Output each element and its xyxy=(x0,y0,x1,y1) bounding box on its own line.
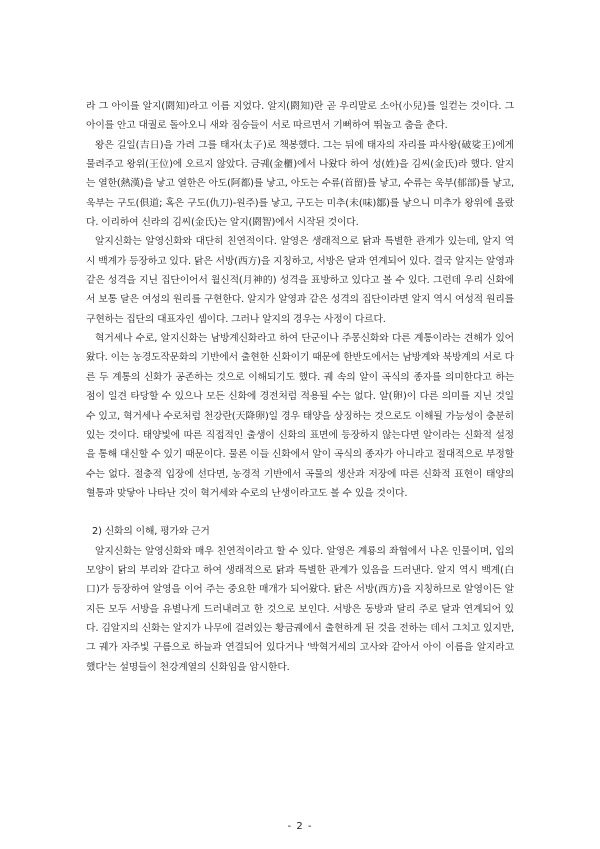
paragraph-4: 혁거세나 수로, 알지신화는 남방계신화라고 하여 단군이나 주몽신화와 다른 계통이라는 견해가 있어왔다. 이는 농경도작문화의 기반에서 출현한 신화이기 때문에 한반도에서는 남방계와 북방계의 서로 다른 두 계통의 신화가 공존하는 것으로 이해되기도 했다. 궤 속의 알이 곡식의 종자를 의미한다고 하는 점이 일견 타당할 수 있으나 모든 신화에 경전처럼 적용될 수는 없다. 알(卵)이 다른 의미를 지닌 것일 수 있고, 혁거세나 수로처럼 천강란(天降卵)일 경우 태양을 상징하는 것으로도 이해될 가능성이 충분히 있는 것이다. 태양빛에 따른 직접적인 출생이 신화의 표면에 등장하지 않는다면 알이라는 신화적 설정을 통해 대신할 수 있기 때문이다. 물론 이들 신화에서 알이 곡식의 종자가 아니라고 절대적으로 부정할 수는 없다. 절충적 입장에 선다면, 농경적 기반에서 곡물의 생산과 저장에 따른 신화적 표현이 태양의 혈통과 맞닿아 나타난 것이 혁거세와 수로의 난생이라고도 볼 수 있을 것이다. xyxy=(86,333,514,499)
section-heading: 2) 신화의 이해, 평가와 근거 xyxy=(92,526,210,538)
section-paragraph: 알지신화는 알영신화와 매우 친연적이라고 할 수 있다. 알영은 계룡의 좌협에서 나온 인물이며, 입의 모양이 닭의 부리와 같다고 하여 생래적으로 닭과 특별한 관계가 있음을 드러낸다. 알지 역시 백계(白口)가 등장하여 알영을 이어 주는 중요한 매개가 되어왔다. 닭은 서방(西方)을 지칭하므로 알영이든 알지든 모두 서방을 유별나게 드러내려고 한 것으로 보인다. 서방은 동방과 달리 주로 달과 연계되어 있다. 김알지의 신화는 알지가 나무에 걸려있는 황금궤에서 출현하게 된 것을 전하는 데서 그치고 있지만, 그 궤가 자주빛 구름으로 하늘과 연결되어 있다거나 '박혁거세의 고사와 같아서 아이 이름을 알지라고 했다'는 설명들이 천강계열의 신화임을 암시한다. xyxy=(86,545,514,673)
body-text xyxy=(86,97,514,677)
paragraph-2: 왕은 길일(吉日)을 가려 그를 태자(太子)로 책봉했다. 그는 뒤에 태자의 자리를 파사왕(破娑王)에게 물려주고 왕위(王位)에 오르지 않았다. 금궤(金櫃)에서 나왔다 하여 성(姓)을 김씨(金氏)라 했다. 알지는 열한(熱漢)을 낳고 열한은 아도(阿都)를 낳고, 아도는 수류(首留)를 낳고, 수류는 욱부(郁部)를 낳고, 욱부는 구도(俱道; 혹은 구도(仇刀)-원주)를 낳고, 구도는 미추(未(味)鄒)를 낳으니 미추가 왕위에 올랐다. 이리하여 신라의 김씨(金氏)는 알지(閼智)에서 시작된 것이다. xyxy=(86,139,514,229)
paragraph-3: 알지신화는 알영신화와 대단히 친연적이다. 알영은 생래적으로 닭과 특별한 관계가 있는데, 알지 역시 백계가 등장하고 있다. 닭은 서방(西方)을 지칭하고, 서방은 달과 연계되어 있다. 결국 알지는 알영과 같은 성격을 지닌 집단이어서 월신적(月神的) 성격을 표방하고 있다고 볼 수 있다. 그런데 우리 신화에서 보통 달은 여성의 원리를 구현한다. 알지가 알영과 같은 성격의 집단이라면 알지 역시 여성적 원리를 구현하는 집단의 대표자인 셈이다. 그러나 알지의 경우는 사정이 다르다. xyxy=(86,236,514,325)
paragraph-1: 라 그 아이를 알지(閼知)라고 이름 지었다. 알지(閼知)란 곧 우리말로 소아(小兒)를 일컫는 것이다. 그 아이를 안고 대궐로 돌아오니 새와 짐승들이 서로 따르면서 기뻐하여 뛰놀고 춤을 춘다. xyxy=(86,101,514,132)
page-number: - 2 - xyxy=(287,821,313,832)
